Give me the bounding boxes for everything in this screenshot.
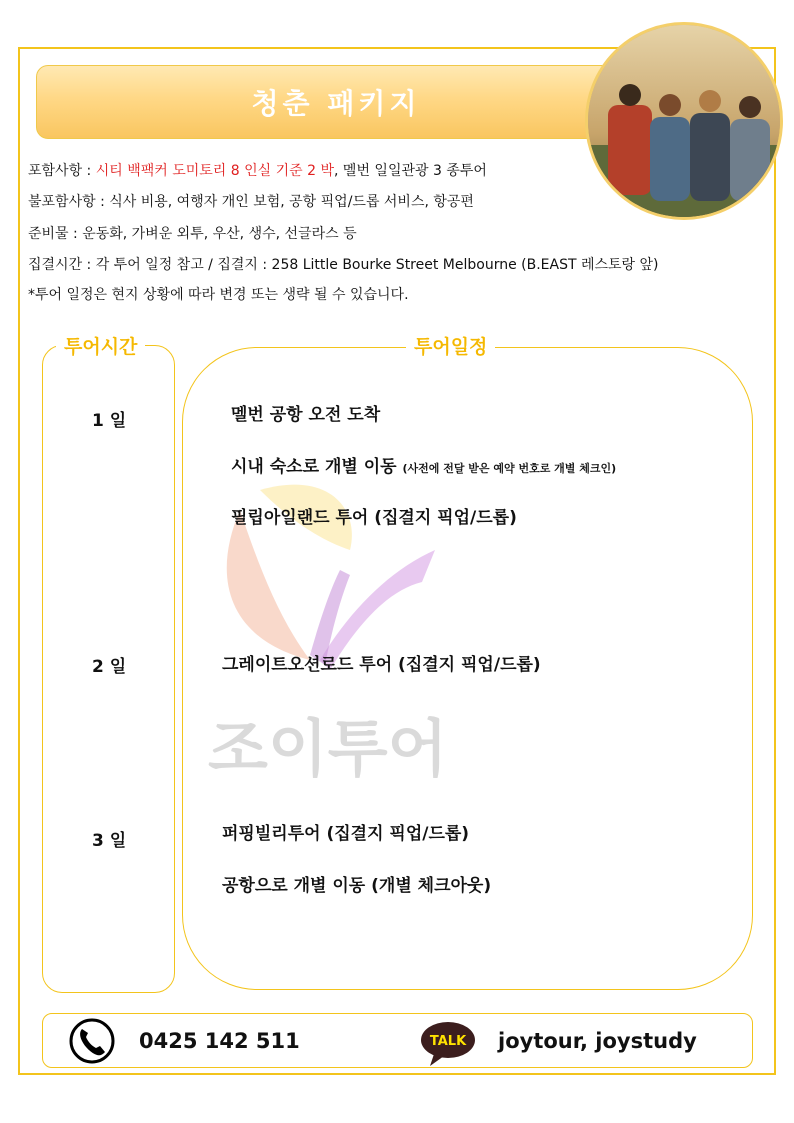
notice-line: *투어 일정은 현지 상황에 따라 변경 또는 생략 될 수 있습니다. [28,287,409,303]
day-1-checkin [231,452,616,477]
kakaotalk-icon [420,1020,476,1068]
day-2-great-ocean-road-tour: 그레이트오션로드 투어 (집결지 픽업/드롭) [222,655,541,675]
day-3-airport-transfer: 공항으로 개별 이동 (개별 체크아웃) [222,876,492,896]
excludes-line: 불포함사항 : 식사 비용, 여행자 개인 보험, 공항 픽업/드롭 서비스, 항공편 [28,194,474,210]
includes-line [28,162,487,180]
day-2-label: 2 일 [92,657,127,677]
tour-time-title: 투어시간 [56,335,145,359]
meeting-line: 집결시간 : 각 투어 일정 참고 / 집결지 : 258 Little Bourke Street Melbourne (B.EAST 레스토랑 앞) [28,257,659,273]
includes-accommodation: 시티 백팩커 도미토리 8 인실 기준 2 박 [95,163,335,179]
title-banner [36,65,676,139]
prepare-line: 준비물 : 운동화, 가벼운 외투, 우산, 생수, 선글라스 등 [28,226,357,242]
day-3-label: 3 일 [92,831,127,851]
day-1-checkin-text: 시내 숙소로 개별 이동 [231,457,403,477]
phone-number[interactable]: 0425 142 511 [139,1029,300,1053]
day-1-checkin-note: (사전에 전달 받은 예약 번호로 개별 체크인) [402,462,617,475]
includes-label: 포함사항 : [28,163,96,179]
day-3-puffing-billy-tour: 퍼핑빌리투어 (집결지 픽업/드롭) [222,824,470,844]
phone-icon [68,1017,116,1065]
watermark-text: 조이투어 [208,712,448,785]
page-title: 청춘 패키지 [251,87,421,120]
includes-tours: , 멜번 일일관광 3 종투어 [334,163,487,179]
backpackers-photo [585,22,783,220]
talk-badge-text: TALK [429,1034,467,1049]
day-1-arrival: 멜번 공항 오전 도착 [231,405,381,425]
kakao-ids[interactable]: joytour, joystudy [498,1029,697,1053]
day-1-phillip-island-tour: 필립아일랜드 투어 (집결지 픽업/드롭) [231,508,517,528]
backpackers-photo-image [588,25,783,220]
day-1-label: 1 일 [92,411,127,431]
tour-schedule-title: 투어일정 [406,335,495,359]
